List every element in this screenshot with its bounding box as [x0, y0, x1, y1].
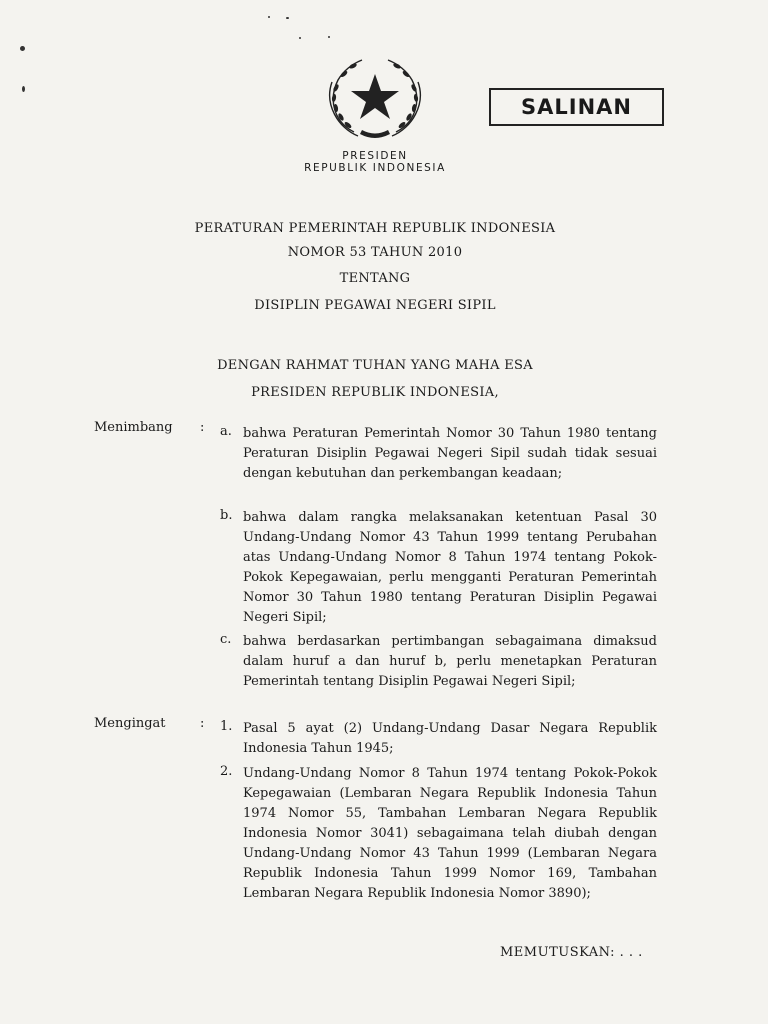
menimbang-label: Menimbang	[94, 420, 173, 435]
menimbang-marker-c: c.	[220, 632, 232, 647]
menimbang-item-b: bahwa dalam rangka melaksanakan ketentuan Pasal 30 Undang-Undang Nomor 43 Tahun 1999 tentang Perubahan atas Undang-Undang Nomor 8 Tahun 1974 tentang Pokok-Pokok Kepegawaian, perlu mengganti Peraturan Pemerintah Nomor 30 Tahun 1980 tentang Peraturan Disiplin Pegawai Negeri Sipil;	[243, 510, 657, 625]
menimbang-marker-b: b.	[220, 508, 233, 523]
scan-speck	[22, 86, 25, 92]
document-subject: DISIPLIN PEGAWAI NEGERI SIPIL	[254, 298, 496, 313]
document-title: PERATURAN PEMERINTAH REPUBLIK INDONESIA	[194, 221, 556, 236]
preamble-line-1: DENGAN RAHMAT TUHAN YANG MAHA ESA	[217, 358, 533, 373]
document-number: NOMOR 53 TAHUN 2010	[287, 245, 463, 260]
issuer-line-1: PRESIDEN	[342, 150, 408, 162]
state-emblem-icon	[316, 52, 434, 144]
mengingat-marker-2: 2.	[220, 764, 233, 779]
issuer-line-2: REPUBLIK INDONESIA	[304, 162, 446, 174]
scan-speck	[286, 17, 289, 19]
scan-speck	[328, 36, 330, 38]
memutuskan-continuation: MEMUTUSKAN: . . .	[500, 945, 643, 960]
menimbang-colon: :	[200, 420, 205, 435]
scan-speck	[268, 16, 270, 18]
mengingat-colon: :	[200, 716, 205, 731]
preamble-line-2: PRESIDEN REPUBLIK INDONESIA,	[251, 385, 499, 400]
scan-speck	[299, 37, 301, 39]
scan-speck	[20, 46, 25, 51]
salinan-stamp: SALINAN	[489, 88, 664, 126]
mengingat-marker-1: 1.	[220, 719, 233, 734]
menimbang-item-a: bahwa Peraturan Pemerintah Nomor 30 Tahun 1980 tentang Peraturan Disiplin Pegawai Negeri Sipil sudah tidak sesuai dengan kebutuhan dan perkembangan keadaan;	[243, 426, 657, 481]
menimbang-marker-a: a.	[220, 424, 232, 439]
menimbang-item-c: bahwa berdasarkan pertimbangan sebagaimana dimaksud dalam huruf a dan huruf b, perlu menetapkan Peraturan Pemerintah tentang Disiplin Pegawai Negeri Sipil;	[243, 634, 657, 689]
document-tentang: TENTANG	[339, 271, 411, 286]
mengingat-item-2: Undang-Undang Nomor 8 Tahun 1974 tentang Pokok-Pokok Kepegawaian (Lembaran Negara Republik Indonesia Tahun 1974 Nomor 55, Tambahan Lembaran Negara Republik Indonesia Nomor 3041) sebagaimana telah diubah dengan Undang-Undang Nomor 43 Tahun 1999 (Lembaran Negara Republik Indonesia Tahun 1999 Nomor 169, Tambahan Lembaran Negara Republik Indonesia Nomor 3890);	[243, 766, 657, 901]
mengingat-item-1: Pasal 5 ayat (2) Undang-Undang Dasar Negara Republik Indonesia Tahun 1945;	[243, 721, 657, 756]
mengingat-label: Mengingat	[94, 716, 166, 731]
